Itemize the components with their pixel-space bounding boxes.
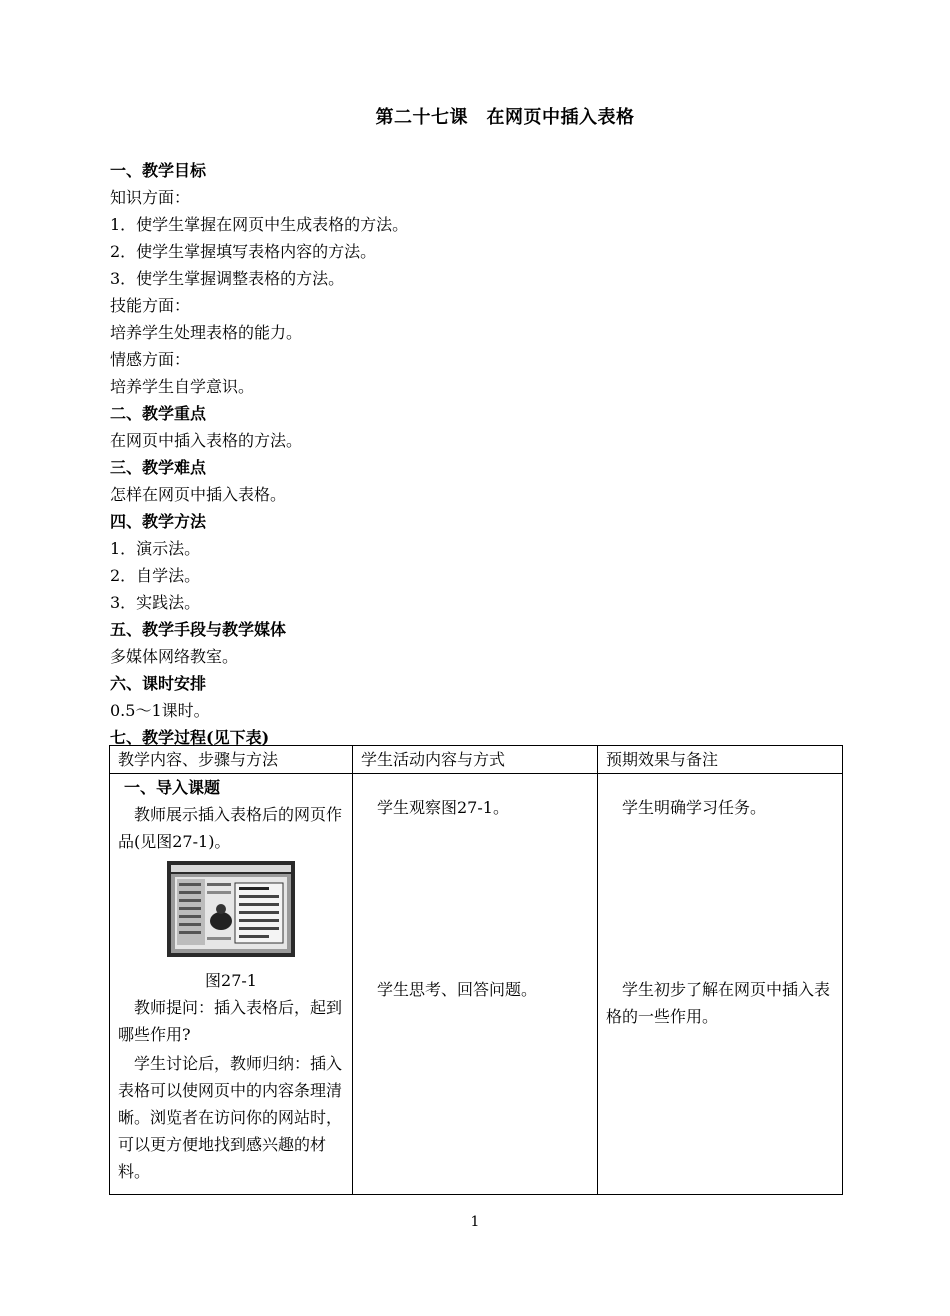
section-heading: 一、教学目标 [110,161,207,180]
section-heading: 三、教学难点 [110,458,207,477]
body-text-line: 技能方面： [110,296,191,315]
body-text-line: 培养学生处理表格的能力。 [110,323,303,342]
page-number: 1 [470,1214,480,1230]
body-text-line: 知识方面： [110,188,191,207]
body-text-line: 怎样在网页中插入表格。 [110,485,287,504]
table-header-cell: 预期效果与备注 [598,746,843,774]
figure-caption: 图27-1 [205,971,257,990]
document-body [110,157,845,751]
body-text-line: 3．实践法。 [110,593,201,612]
section-heading: 二、教学重点 [110,404,207,423]
table-cell-content [353,774,598,1195]
cell-paragraph: 学生观察图27-1。 [377,798,509,817]
section-heading: 七、教学过程(见下表) [110,728,270,747]
body-text-line: 3．使学生掌握调整表格的方法。 [110,269,345,288]
cell-paragraph: 学生思考、回答问题。 [377,980,538,999]
table-header-cell: 学生活动内容与方式 [353,746,598,774]
body-text-line: 1．演示法。 [110,539,201,558]
body-text-line: 2．使学生掌握填写表格内容的方法。 [110,242,377,261]
cell-paragraph: 学生明确学习任务。 [622,798,767,817]
body-text-line: 1．使学生掌握在网页中生成表格的方法。 [110,215,409,234]
cell-paragraph: 教师提问：插入表格后，起到哪些作用? [118,998,343,1044]
cell-paragraph: 学生初步了解在网页中插入表格的一些作用。 [606,980,831,1026]
table-header-cell: 教学内容、步骤与方法 [110,746,353,774]
section-heading: 四、教学方法 [110,512,207,531]
cell-paragraph: 教师展示插入表格后的网页作品(见图27-1)。 [118,805,343,851]
figure-27-1-image [167,861,295,957]
body-text-line: 多媒体网络教室。 [110,647,239,666]
teaching-process-table [109,745,843,1195]
body-text-line: 在网页中插入表格的方法。 [110,431,303,450]
cell-paragraph: 学生讨论后，教师归纳：插入表格可以使网页中的内容条理清晰。浏览者在访问你的网站时，可以更方便地找到感兴趣的材料。 [118,1054,343,1181]
body-text-line: 情感方面： [110,350,191,369]
table-cell-content [598,774,843,1195]
body-text-line: 培养学生自学意识。 [110,377,255,396]
body-text-line: 0.5～1课时。 [110,701,210,720]
table-cell-content [110,774,353,1195]
section-heading: 六、课时安排 [110,674,207,693]
cell-heading: 一、导入课题 [124,778,221,797]
page-title: 第二十七课 在网页中插入表格 [375,107,635,128]
table-row [110,774,843,1195]
section-heading: 五、教学手段与教学媒体 [110,620,287,639]
table-header-row [110,746,843,774]
body-text-line: 2．自学法。 [110,566,201,585]
